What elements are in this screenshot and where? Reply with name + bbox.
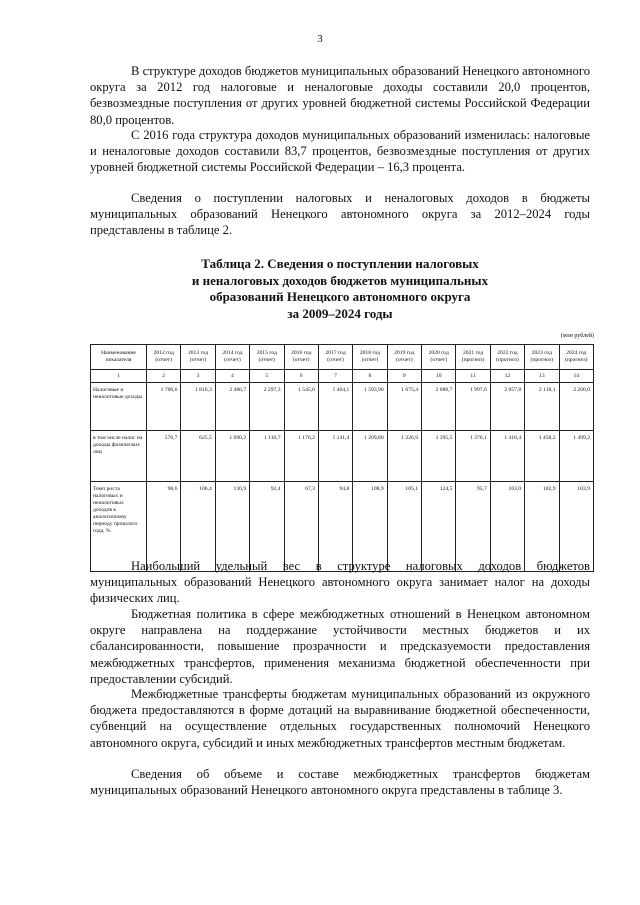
value-cell: 1 170,2 <box>284 431 318 482</box>
value-cell: 1 499,2 <box>559 431 594 482</box>
table-column-number-row <box>91 370 594 383</box>
paragraph-budget-policy: Бюджетная политика в сфере межбюджетных отношений в Ненецком автономном округе направлена на поддержание устойчивости местных бюджетов и их сбалансированности, повышение прозрачности и предсказуемости предоставления межбюджетных трансфертов, применения механизма бюджетной обеспеченности при предоставлении субсидий. <box>90 607 590 686</box>
table-header-row <box>91 345 594 370</box>
table-row <box>91 431 594 482</box>
value-cell: 625,5 <box>181 431 215 482</box>
value-cell: 2 200,0 <box>559 383 594 431</box>
table-header-cell: 2014 год (отчет) <box>215 345 249 370</box>
column-number-cell: 14 <box>559 370 594 383</box>
table-row <box>91 383 594 431</box>
paragraph-income-tax-share: Наибольший удельный вес в структуре налоговых доходов бюджетов муниципальных образований Ненецкого автономного округа занимает налог на доходы физических лиц. <box>90 559 590 606</box>
value-cell: 105,1 <box>387 482 421 572</box>
value-cell: 2 118,1 <box>525 383 559 431</box>
table-header-cell: 2020 год (отчет) <box>422 345 456 370</box>
value-cell: 1 376,1 <box>456 431 490 482</box>
table-header-cell: 2022 год (прогноз) <box>490 345 524 370</box>
paragraph-transfers-forms: Межбюджетные трансферты бюджетам муниципальных образований из окружного бюджета предоставляются в форме дотаций на выравнивание бюджетной обеспеченности, субвенций на осуществление отдельных государственных полномочий Ненецкого автономного округа, субсидий и иных межбюджетных трансфертов местным бюджетам. <box>90 687 590 750</box>
value-cell: 1 675,4 <box>387 383 421 431</box>
value-cell: 67,3 <box>284 482 318 572</box>
value-cell: 1 226,9 <box>387 431 421 482</box>
row-label-cell: Темп роста налоговых и неналоговых доходов к аналогичному периоду прошлого года, % <box>91 482 147 572</box>
revenue-table <box>90 344 594 572</box>
table-units: (млн рублей) <box>560 333 594 339</box>
column-number-cell: 1 <box>91 370 147 383</box>
table-header-cell: 2018 год (отчет) <box>353 345 387 370</box>
value-cell: 94,8 <box>318 482 352 572</box>
value-cell: 1 116,7 <box>250 431 284 482</box>
column-number-cell: 6 <box>284 370 318 383</box>
value-cell: 570,7 <box>147 431 181 482</box>
table-header-cell: 2021 год (прогноз) <box>456 345 490 370</box>
table-header-cell: 2016 год (отчет) <box>284 345 318 370</box>
value-cell: 95,7 <box>456 482 490 572</box>
row-label-cell: Налоговые и неналоговые доходы <box>91 383 147 431</box>
column-number-cell: 10 <box>422 370 456 383</box>
value-cell: 1 706,6 <box>147 383 181 431</box>
value-cell: 1 458,2 <box>525 431 559 482</box>
table-header-cell: 2012 год (отчет) <box>147 345 181 370</box>
value-cell: 103,9 <box>559 482 594 572</box>
table-header-cell: 2023 год (прогноз) <box>525 345 559 370</box>
table-header-cell: 2017 год (отчет) <box>318 345 352 370</box>
value-cell: 1 395,5 <box>422 431 456 482</box>
table-header-cell: 2013 год (отчет) <box>181 345 215 370</box>
column-number-cell: 8 <box>353 370 387 383</box>
value-cell: 1 816,3 <box>181 383 215 431</box>
column-number-cell: 3 <box>181 370 215 383</box>
value-cell: 106,4 <box>181 482 215 572</box>
column-number-cell: 13 <box>525 370 559 383</box>
value-cell: 2 086,7 <box>422 383 456 431</box>
table-header-cell: 2024 год (прогноз) <box>559 345 594 370</box>
value-cell: 92,4 <box>250 482 284 572</box>
column-number-cell: 5 <box>250 370 284 383</box>
value-cell: 102,9 <box>525 482 559 572</box>
row-label-cell: в том числе налог на доходы физических лиц <box>91 431 147 482</box>
column-number-cell: 7 <box>318 370 352 383</box>
table-title-line: образований Ненецкого автономного округа <box>209 289 471 304</box>
table-title-line: Таблица 2. Сведения о поступлении налоговых <box>201 256 479 271</box>
paragraph-revenue-structure-2012: В структуре доходов бюджетов муниципальных образований Ненецкого автономного округа за 2012 год налоговые и неналоговые доходы составили 20,0 процентов, безвозмездные поступления от других уровней бюджетной системы Российской Федерации 80,0 процентов. <box>90 64 590 127</box>
value-cell: 1 141,4 <box>318 431 352 482</box>
value-cell: 98,6 <box>147 482 181 572</box>
value-cell: 2 486,7 <box>215 383 249 431</box>
value-cell: 2 057,8 <box>490 383 524 431</box>
column-number-cell: 2 <box>147 370 181 383</box>
value-cell: 1 593,90 <box>353 383 387 431</box>
page-number: 3 <box>317 33 323 45</box>
paragraph-table3-reference: Сведения об объеме и составе межбюджетных трансфертов бюджетам муниципальных образований Ненецкого автономного округа представлены в таблице 3. <box>90 767 590 798</box>
table-header-cell: 2015 год (отчет) <box>250 345 284 370</box>
column-number-cell: 4 <box>215 370 249 383</box>
value-cell: 2 297,3 <box>250 383 284 431</box>
value-cell: 1 464,1 <box>318 383 352 431</box>
value-cell: 1 090,2 <box>215 431 249 482</box>
column-number-cell: 9 <box>387 370 421 383</box>
value-cell: 1 209,80 <box>353 431 387 482</box>
table-title-line: и неналоговых доходов бюджетов муниципальных <box>191 272 489 288</box>
table-title-line: за 2009–2024 годы <box>287 305 393 321</box>
table-header-cell: 2019 год (отчет) <box>387 345 421 370</box>
paragraph-table-reference: Сведения о поступлении налоговых и неналоговых доходов в бюджеты муниципальных образований Ненецкого автономного округа за 2012–2024 годы представлены в таблице 2. <box>90 191 590 238</box>
value-cell: 1 416,4 <box>490 431 524 482</box>
value-cell: 124,5 <box>422 482 456 572</box>
value-cell: 103,0 <box>490 482 524 572</box>
value-cell: 136,9 <box>215 482 249 572</box>
column-number-cell: 11 <box>456 370 490 383</box>
table-header-cell: Наименование показателя <box>91 345 147 370</box>
table-title <box>90 256 590 322</box>
value-cell: 1 997,6 <box>456 383 490 431</box>
paragraph-revenue-structure-2016: С 2016 года структура доходов муниципальных образований изменилась: налоговые и неналоговые доходов составили 83,7 процентов, безвозмездные поступления от других уровней бюджетной системы Российской Федерации – 16,3 процента. <box>90 128 590 175</box>
value-cell: 108,9 <box>353 482 387 572</box>
value-cell: 1 545,0 <box>284 383 318 431</box>
column-number-cell: 12 <box>490 370 524 383</box>
